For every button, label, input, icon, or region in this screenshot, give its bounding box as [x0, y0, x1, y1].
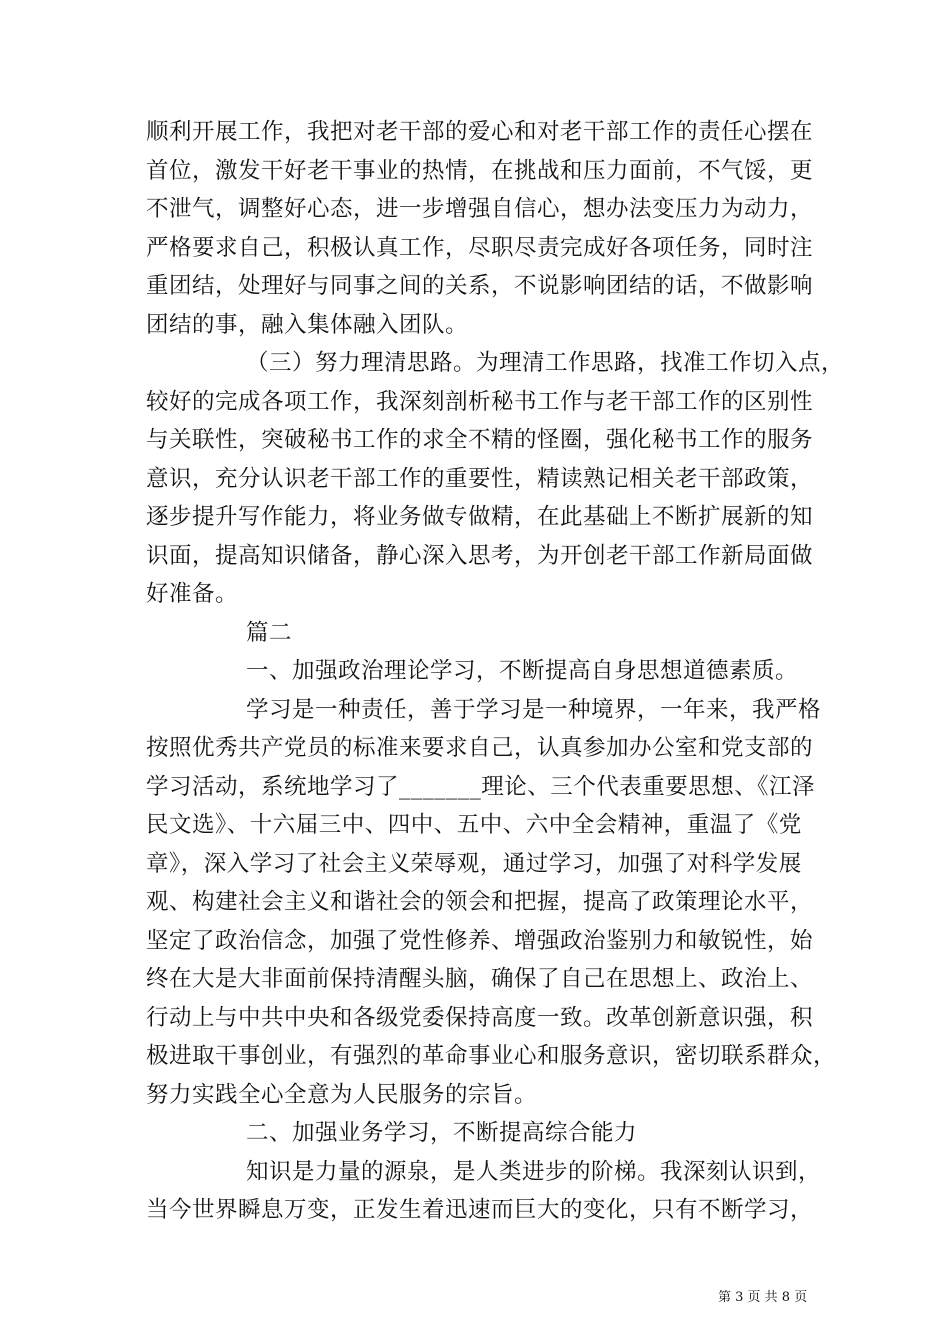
text-line: 团结的事，融入集体融入团队。	[146, 312, 469, 338]
text-line: 重团结，处理好与同事之间的关系，不说影响团结的话，不做影响	[146, 273, 814, 299]
text-line: 严格要求自己，积极认真工作，尽职尽责完成好各项任务，同时注	[146, 235, 814, 261]
text-line: 当今世界瞬息万变，正发生着迅速而巨大的变化，只有不断学习，	[146, 1197, 814, 1223]
text-line: 观、构建社会主义和谐社会的领会和把握，提高了政策理论水平，	[146, 889, 814, 915]
section-heading: 二、加强业务学习，不断提高综合能力	[246, 1120, 638, 1146]
text-line: 识面，提高知识储备，静心深入思考，为开创老干部工作新局面做	[146, 543, 814, 569]
text-line: 与关联性，突破秘书工作的求全不精的怪圈，强化秘书工作的服务	[146, 427, 814, 453]
text-line: 好准备。	[146, 581, 239, 607]
text-line: 努力实践全心全意为人民服务的宗旨。	[146, 1082, 538, 1108]
text-line: 逐步提升写作能力，将业务做专做精，在此基础上不断扩展新的知	[146, 504, 814, 530]
page-number-footer: 第 3 页 共 8 页	[718, 1290, 808, 1305]
text-line: 章》，深入学习了社会主义荣辱观，通过学习，加强了对科学发展	[146, 851, 802, 877]
text-line: 首位，激发干好老干事业的热情，在挑战和压力面前，不气馁，更	[146, 158, 814, 184]
text-line: 知识是力量的源泉，是人类进步的阶梯。我深刻认识到，	[246, 1159, 822, 1185]
section-heading: （三）努力理清思路。为理清工作思路，找准工作切入点，	[246, 350, 845, 376]
text-line: 不泄气，调整好心态，进一步增强自信心，想办法变压力为动力，	[146, 196, 814, 222]
text-line: 民文选》、十六届三中、四中、五中、六中全会精神，重温了《党	[146, 812, 802, 838]
text-line: 顺利开展工作，我把对老干部的爱心和对老干部工作的责任心摆在	[146, 119, 814, 145]
text-line: 极进取干事创业，有强烈的革命事业心和服务意识，密切联系群众，	[146, 1043, 837, 1069]
section-heading: 一、加强政治理论学习，不断提高自身思想道德素质。	[246, 658, 799, 684]
text-line: 较好的完成各项工作，我深刻剖析秘书工作与老干部工作的区别性	[146, 389, 814, 415]
text-line: 坚定了政治信念，加强了党性修养、增强政治鉴别力和敏锐性，始	[146, 928, 814, 954]
text-line: 行动上与中共中央和各级党委保持高度一致。改革创新意识强，积	[146, 1005, 814, 1031]
text-line: 意识，充分认识老干部工作的重要性，精读熟记相关老干部政策，	[146, 466, 814, 492]
part-heading: 篇二	[246, 620, 293, 646]
text-line: 学习是一种责任，善于学习是一种境界，一年来，我严格	[246, 697, 822, 723]
text-line: 学习活动，系统地学习了_______理论、三个代表重要思想、《江泽	[146, 774, 816, 800]
text-line: 按照优秀共产党员的标准来要求自己，认真参加办公室和党支部的	[146, 735, 814, 761]
text-line: 终在大是大非面前保持清醒头脑，确保了自己在思想上、政治上、	[146, 966, 814, 992]
